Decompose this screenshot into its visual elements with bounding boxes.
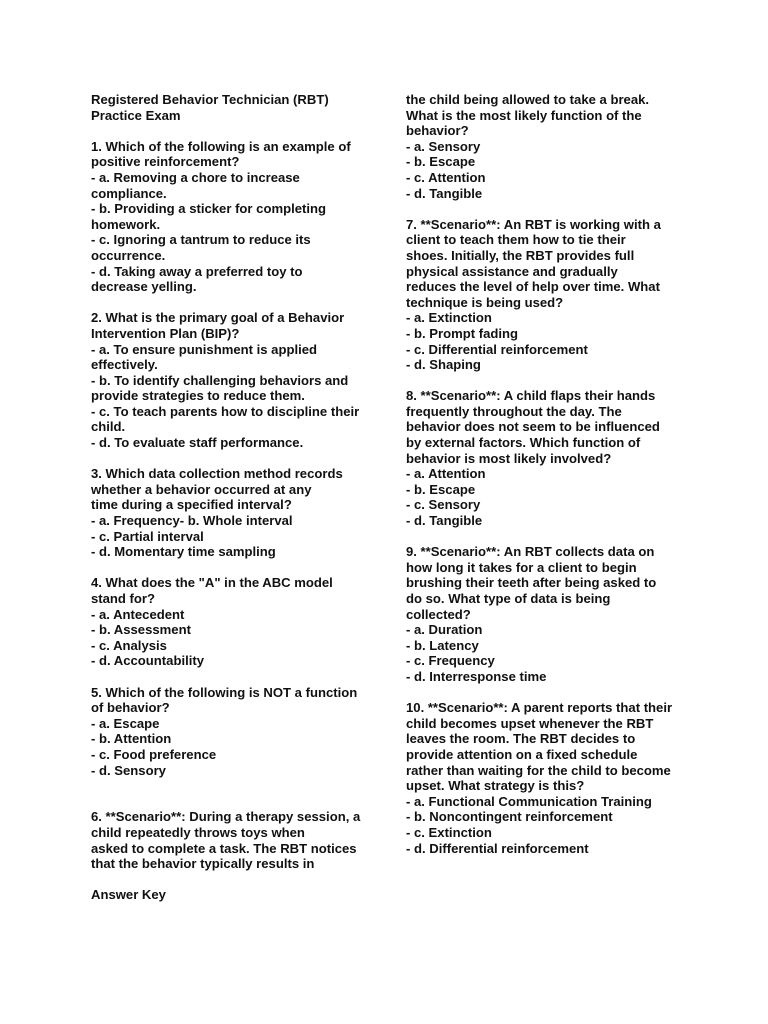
text-line: asked to complete a task. The RBT notices xyxy=(91,840,357,856)
text-line: - a. Frequency- b. Whole interval xyxy=(91,513,293,529)
text-line: - c. Partial interval xyxy=(91,528,204,544)
text-line: child repeatedly throws toys when xyxy=(91,824,305,840)
text-line: 8. **Scenario**: A child flaps their hands xyxy=(406,388,656,404)
text-line: 9. **Scenario**: An RBT collects data on xyxy=(406,544,655,560)
text-line: - b. Providing a sticker for completing xyxy=(91,201,326,217)
text-line: Registered Behavior Technician (RBT) xyxy=(91,92,329,107)
text-line: provide attention on a fixed schedule xyxy=(406,746,638,762)
text-line xyxy=(91,778,391,794)
text-line: - c. Differential reinforcement xyxy=(406,341,588,357)
text-line: - b. Noncontingent reinforcement xyxy=(406,809,613,825)
text-line: - b. Escape xyxy=(406,154,476,170)
text-line: Answer Key xyxy=(91,887,166,903)
text-line: behavior is most likely involved? xyxy=(406,450,612,466)
text-line: - d. Tangible xyxy=(406,185,483,201)
text-line: Practice Exam xyxy=(91,107,181,123)
text-line: - d. Differential reinforcement xyxy=(406,840,589,856)
text-line: - d. To evaluate staff performance. xyxy=(91,435,304,451)
text-line: 1. Which of the following is an example of xyxy=(91,138,351,154)
text-line: by external factors. Which function of xyxy=(406,435,641,451)
text-line: - d. Shaping xyxy=(406,357,481,373)
text-line: frequently throughout the day. The xyxy=(406,403,622,419)
text-line: 5. Which of the following is NOT a function xyxy=(91,684,358,700)
text-line: What is the most likely function of the xyxy=(406,107,642,123)
text-line: - a. Attention xyxy=(406,466,486,482)
text-line: homework. xyxy=(91,216,161,232)
text-line xyxy=(406,373,706,389)
right-text-column xyxy=(406,92,706,856)
text-line: - c. Attention xyxy=(406,169,486,185)
text-line: Intervention Plan (BIP)? xyxy=(91,325,240,341)
text-line: whether a behavior occurred at any xyxy=(91,481,312,497)
text-line: child becomes upset whenever the RBT xyxy=(406,715,654,731)
text-line: that the behavior typically results in xyxy=(91,856,315,872)
text-line: of behavior? xyxy=(91,700,170,716)
text-line: 2. What is the primary goal of a Behavior xyxy=(91,310,345,326)
text-line: shoes. Initially, the RBT provides full xyxy=(406,247,635,263)
text-line: physical assistance and gradually xyxy=(406,263,618,279)
text-line: - d. Interresponse time xyxy=(406,668,547,684)
text-line: do so. What type of data is being xyxy=(406,591,611,606)
text-line: - b. Attention xyxy=(91,731,172,747)
text-line xyxy=(91,451,391,467)
text-line: time during a specified interval? xyxy=(91,497,292,513)
text-line: brushing their teeth after being asked to xyxy=(406,575,657,591)
text-line: decrease yelling. xyxy=(91,279,197,295)
text-line: how long it takes for a client to begin xyxy=(406,559,637,575)
text-line: - b. Escape xyxy=(406,481,476,497)
text-line xyxy=(91,669,391,685)
text-line: rather than waiting for the child to become xyxy=(406,762,671,778)
text-line: - c. To teach parents how to discipline their xyxy=(91,403,360,419)
text-line xyxy=(91,794,391,810)
text-line: leaves the room. The RBT decides to xyxy=(406,731,636,747)
text-line: - a. Removing a chore to increase xyxy=(91,169,300,185)
text-line: 4. What does the "A" in the ABC model xyxy=(91,575,333,591)
text-line: - c. Extinction xyxy=(406,824,492,840)
text-line: 7. **Scenario**: An RBT is working with a xyxy=(406,216,661,232)
text-line: - a. Escape xyxy=(91,715,160,731)
text-line: - d. Sensory xyxy=(91,762,166,778)
text-line: - c. Analysis xyxy=(91,637,167,653)
text-line xyxy=(91,123,391,139)
text-line: - c. Frequency xyxy=(406,653,495,669)
text-line: - a. Sensory xyxy=(406,138,481,154)
text-line: - b. Latency xyxy=(406,637,479,653)
text-line: - a. Functional Communication Training xyxy=(406,793,652,809)
text-line: - d. Taking away a preferred toy to xyxy=(91,263,303,279)
text-line: occurrence. xyxy=(91,247,166,263)
text-line: effectively. xyxy=(91,357,158,373)
text-line: upset. What strategy is this? xyxy=(406,778,585,794)
text-line: reduces the level of help over time. What xyxy=(406,279,660,295)
text-line: - a. Extinction xyxy=(406,310,492,326)
text-line: the child being allowed to take a break. xyxy=(406,92,650,107)
text-line: collected? xyxy=(406,606,471,622)
text-line xyxy=(91,872,391,888)
text-line: 3. Which data collection method records xyxy=(91,466,343,482)
text-line: child. xyxy=(91,419,126,435)
text-line: stand for? xyxy=(91,591,156,606)
text-line: - d. Tangible xyxy=(406,513,483,529)
text-line: - c. Sensory xyxy=(406,497,481,513)
text-line xyxy=(406,529,706,545)
text-line: 6. **Scenario**: During a therapy session, a xyxy=(91,809,361,825)
text-line: - a. Antecedent xyxy=(91,606,185,622)
text-line: - a. To ensure punishment is applied xyxy=(91,341,318,357)
text-line: client to teach them how to tie their xyxy=(406,232,626,248)
text-line xyxy=(406,685,706,701)
text-line: technique is being used? xyxy=(406,294,564,310)
text-line: positive reinforcement? xyxy=(91,154,240,170)
text-line: - c. Ignoring a tantrum to reduce its xyxy=(91,232,311,248)
text-line xyxy=(91,295,391,311)
text-line xyxy=(406,201,706,217)
text-line: compliance. xyxy=(91,185,167,201)
text-line: - b. Prompt fading xyxy=(406,325,519,341)
text-line: - b. To identify challenging behaviors and xyxy=(91,372,349,388)
text-line: - b. Assessment xyxy=(91,622,191,638)
text-line: 10. **Scenario**: A parent reports that their xyxy=(406,700,673,716)
left-text-column xyxy=(91,92,391,903)
text-line: behavior does not seem to be influenced xyxy=(406,419,660,435)
text-line: behavior? xyxy=(406,123,469,139)
text-line: - a. Duration xyxy=(406,622,483,638)
text-line: - d. Accountability xyxy=(91,653,204,669)
text-line: - d. Momentary time sampling xyxy=(91,544,276,560)
text-line: provide strategies to reduce them. xyxy=(91,388,305,404)
text-line: - c. Food preference xyxy=(91,746,217,762)
text-line xyxy=(91,560,391,576)
